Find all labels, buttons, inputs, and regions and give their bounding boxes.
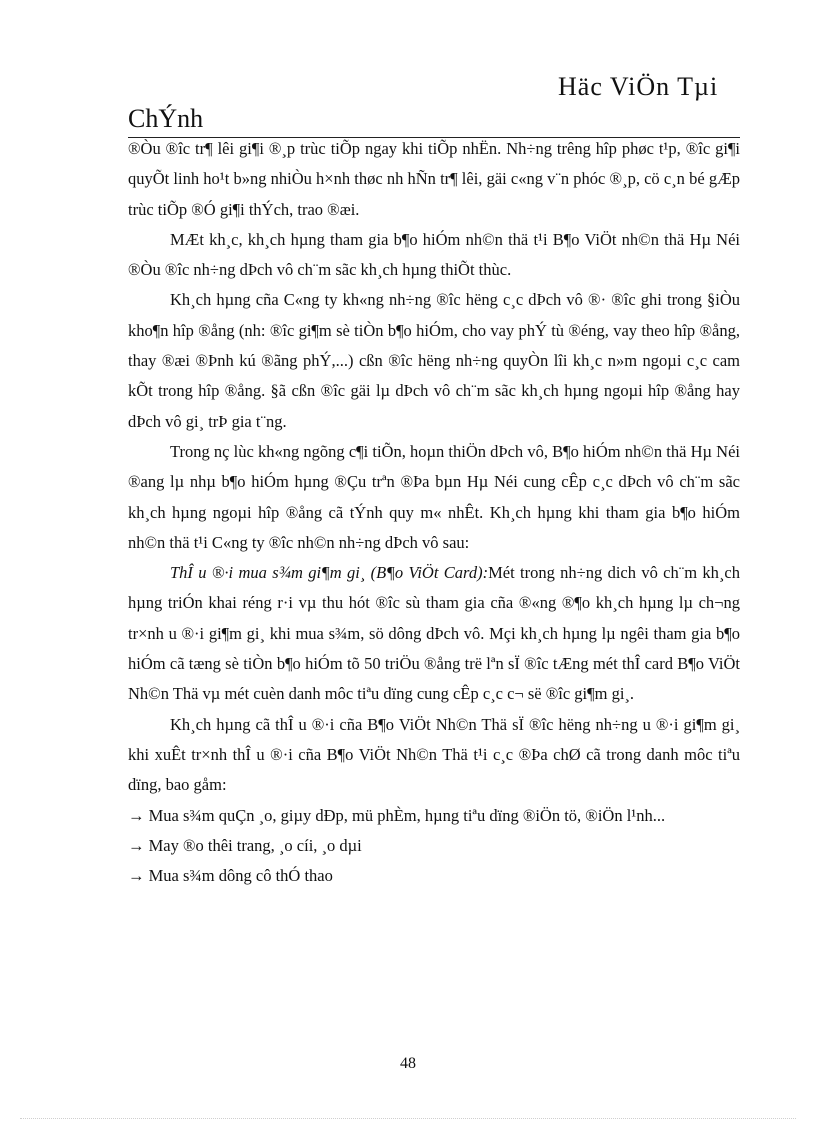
paragraph: MÆt kh¸c, kh¸ch hµng tham gia b¶o hiÓm nh©n thä t¹i B¶o ViÖt nh©n thä Hµ Néi ®Òu ®îc nh÷ng dÞch vô ch¨m sãc kh¸ch hµng thiÕt thùc. xyxy=(128,229,740,280)
running-header-right: Häc ViÖn Tµi xyxy=(558,72,719,101)
running-header-left: ChÝnh xyxy=(128,104,204,133)
card-description: Mét trong nh÷ng dich vô ch¨m kh¸ch hµng triÓn khai réng r·i vµ thu hót ®îc sù tham gia cña ®«ng ®¶o kh¸ch hµng lµ ch¬ng tr×nh u ®·i gi¶m gi¸ khi mua s¾m, sö dông dÞch vô. Mçi kh¸ch hµng lµ ngêi tham gia b¶o hiÓm cã tæng sè tiÒn b¶o hiÓm tõ 50 triÖu ®ång trë lªn sÏ ®îc tÆng mét thÎ card B¶o ViÖt Nh©n Thä vµ mét cuèn danh môc tiªu dïng cung cÊp c¸c c¬ së ®îc gi¶m gi¸. xyxy=(128,563,741,704)
paragraph-card xyxy=(128,558,740,709)
paragraph-continuation: ®Òu ®îc tr¶ lêi gi¶i ®¸p trùc tiÕp ngay khi tiÕp nhËn. Nh÷ng trêng hîp phøc t¹p, ®îc gi¶i quyÕt linh ho¹t b»ng nhiÒu h×nh thøc nh hÑn tr¶ lêi, gäi c«ng v¨n phóc ®¸p, cö c¸n bé gÆp trùc tiÕp ®Ó gi¶i thÝch, trao ®æi. xyxy=(128,139,740,219)
page-border-dots xyxy=(20,1118,796,1119)
paragraph: Trong nç lùc kh«ng ngõng c¶i tiÕn, hoµn thiÖn dÞch vô, B¶o hiÓm nh©n thä Hµ Néi ®ang lµ nhµ b¶o hiÓm hµng ®Çu trªn ®Þa bµn Hµ Néi cung cÊp c¸c dÞch vô ch¨m sãc kh¸ch hµng ngoµi hîp ®ång cã tÝnh quy m« nhÊt. Kh¸ch hµng khi tham gia b¶o hiÓm nh©n thä t¹i C«ng ty ®îc nh©n nh÷ng dÞch vô sau: xyxy=(128,441,740,552)
bullet-item: → May ®o thêi trang, ¸o cíi, ¸o dµi xyxy=(128,835,362,855)
card-heading-italic: ThÎ u ®·i mua s¾m gi¶m gi¸ (B¶o ViÖt Card): xyxy=(170,563,489,583)
paragraph: Kh¸ch hµng cã thÎ u ®·i cña B¶o ViÖt Nh©n Thä sÏ ®îc hëng nh÷ng u ®·i gi¶m gi¸ khi xuÊt tr×nh thÎ u ®·i cña B¶o ViÖt Nh©n Thä t¹i c¸c ®Þa chØ cã trong danh môc tiªu dïng, bao gåm: xyxy=(128,714,740,795)
body-text xyxy=(128,134,740,891)
page-number: 48 xyxy=(400,1055,416,1072)
bullet-item: → Mua s¾m dông cô thÓ thao xyxy=(128,866,333,886)
bullet-item: → Mua s¾m quÇn ¸o, giµy dÐp, mü phÈm, hµng tiªu dïng ®iÖn tö, ®iÖn l¹nh... xyxy=(128,805,666,825)
paragraph: Kh¸ch hµng cña C«ng ty kh«ng nh÷ng ®îc hëng c¸c dÞch vô ®· ®îc ghi trong §iÒu kho¶n hîp ®ång (nh: ®îc gi¶m sè tiÒn b¶o hiÓm, cho vay phÝ tù ®éng, vay theo hîp ®ång, thay ®æi ®Þnh kú ®ãng phÝ,...) cßn ®îc hëng nh÷ng quyÒn lîi kh¸c n»m ngoµi c¸c cam kÕt trong hîp ®ång. §ã cßn ®îc gäi lµ dÞch vô ch¨m sãc kh¸ch hµng ngoµi hîp ®ång hay dÞch vô gi¸ trÞ gia t¨ng. xyxy=(128,290,740,431)
